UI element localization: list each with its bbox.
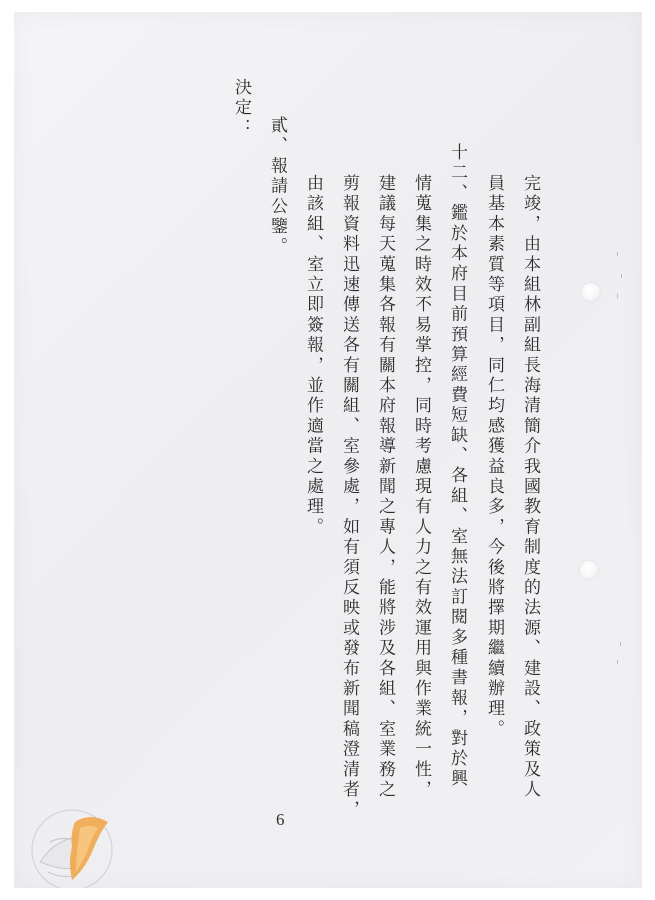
punch-hole-top — [582, 283, 600, 301]
page-number: 6 — [276, 810, 285, 829]
paragraph-twelve-line-3: 建議每天蒐集各報有關本府報導新聞之專人，能將涉及各組、室業務之 — [375, 174, 395, 801]
taiwan-archive-logo-icon — [20, 792, 130, 888]
paper-speck — [617, 660, 618, 664]
paragraph-twelve-line-5: 由該組、室立即簽報，並作適當之處理。 — [303, 174, 323, 538]
paper-speck — [620, 642, 621, 646]
paragraph-twelve-line-1: 十二、鑑於本府目前預算經費短缺、各組、室無法訂閱多種書報，對於興 — [447, 143, 467, 790]
paragraph-twelve-line-2: 情蒐集之時效不易掌控，同時考慮現有人力之有效運用與作業統一性， — [411, 174, 431, 801]
paper-speck — [621, 274, 622, 278]
paragraph-eleven-line-1: 完竣，由本組林副組長海清簡介我國教育制度的法源、建設、政策及人 — [520, 174, 540, 801]
paragraph-eleven-line-2: 員基本素質等項目，同仁均感獲益良多，今後將擇期繼續辦理。 — [484, 174, 504, 740]
paragraph-twelve-line-4: 剪報資料迅速傳送各有關組、室參處，如有須反映或發布新聞稿澄清者， — [339, 174, 359, 821]
document-page — [14, 12, 642, 888]
item-two: 貳、報請公鑒。 — [267, 116, 287, 258]
paper-speck — [617, 294, 618, 298]
decision-heading: 決定： — [231, 78, 251, 139]
punch-hole-bottom — [580, 561, 598, 579]
paper-speck — [617, 252, 618, 256]
